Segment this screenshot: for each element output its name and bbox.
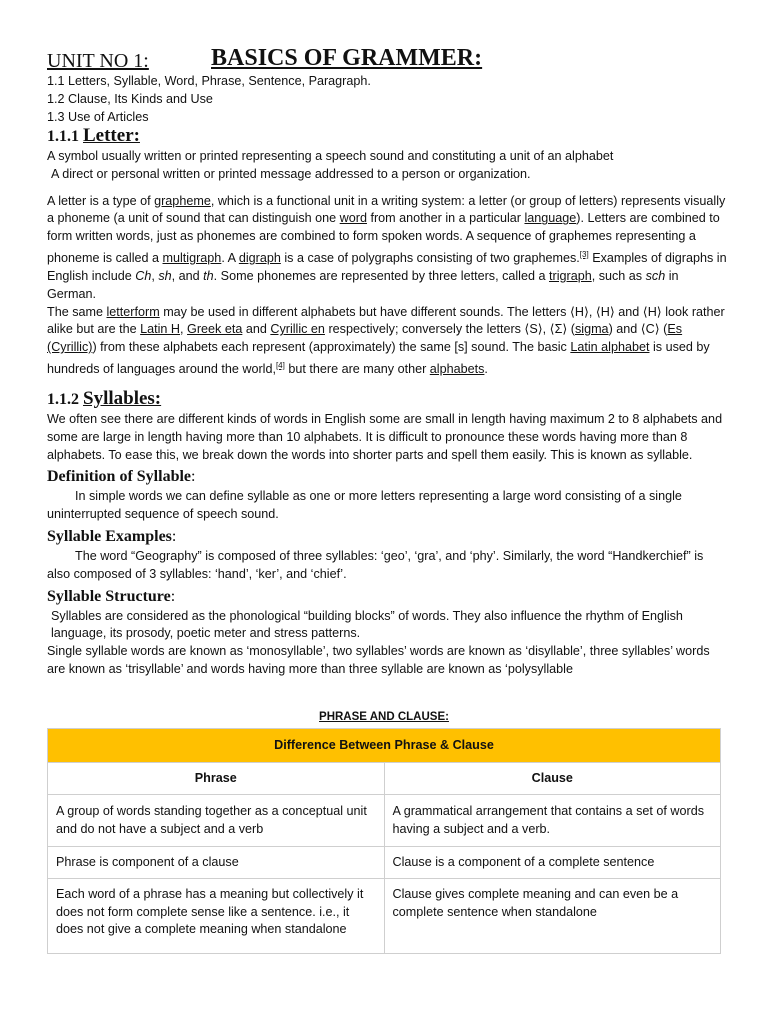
clause-cell: Clause is a component of a complete sentence bbox=[384, 847, 721, 879]
section-title: Letter: bbox=[83, 125, 140, 146]
table-row bbox=[48, 847, 721, 879]
unit-number: UNIT NO 1: bbox=[47, 50, 149, 72]
structure-heading: Syllable Structure: bbox=[47, 587, 176, 605]
section-letter bbox=[47, 125, 727, 379]
phrase-cell: Each word of a phrase has a meaning but collectively it does not form complete sense like a sentence. i.e., it does not give a complete meaning when standalone bbox=[48, 879, 385, 954]
unit-title: BASICS OF GRAMMER: bbox=[211, 45, 483, 71]
section-number: 1.1.1 bbox=[47, 128, 79, 145]
structure-text-2: Single syllable words are known as ‘monosyllable’, two syllables’ words are known as ‘disyllable’, three syllables’ words are known as ‘trisyllable’ and words having more than three syllable are known as ‘polysyllable bbox=[47, 644, 710, 676]
unit-title-row bbox=[47, 45, 727, 75]
examples-heading: Syllable Examples: bbox=[47, 527, 177, 545]
definition-text: In simple words we can define syllable as one or more letters representing a large word consisting of a single uninterrupted sequence of speech sound. bbox=[47, 489, 682, 522]
table-row bbox=[48, 795, 721, 847]
syllables-intro: We often see there are different kinds of words in English some are small in length having maximum 2 to 8 alphabets and some are large in length having more than 10 alphabets. It is difficult to pronounce these words having more than 8 alphabets. To ease this, we break down the words into shorter parts and spell them easily. This is known as syllable. bbox=[47, 412, 723, 462]
link-grapheme[interactable]: grapheme bbox=[154, 193, 211, 208]
link-trigraph[interactable]: trigraph bbox=[549, 268, 592, 283]
link-letterform[interactable]: letterform bbox=[106, 304, 160, 319]
clause-cell: Clause gives complete meaning and can even be a complete sentence when standalone bbox=[384, 879, 721, 954]
letter-paragraph-2: The same letterform may be used in different alphabets but have different sounds. The letters ⟨H⟩, ⟨H⟩ and ⟨H⟩ look rather alike but are the Latin H, Greek eta and Cyrillic en respectively; conversely the letters ⟨S⟩, ⟨Σ⟩ (sigma) and ⟨C⟩ (Es (Cyrillic)) from these alphabets each represent (approximately) the same [s] sound. The basic Latin alphabet is used by hundreds of languages around the world,[4] but there are many other alphabets. bbox=[47, 304, 725, 377]
link-latin-h[interactable]: Latin H bbox=[140, 322, 181, 337]
link-digraph[interactable]: digraph bbox=[238, 251, 281, 266]
link-sigma[interactable]: sigma bbox=[574, 322, 609, 337]
column-header-clause: Clause bbox=[384, 763, 721, 795]
letter-definition-2: A direct or personal written or printed message addressed to a person or organization. bbox=[51, 166, 531, 181]
phrase-clause-table bbox=[47, 728, 721, 954]
link-cyrillic-en[interactable]: Cyrillic en bbox=[270, 322, 325, 337]
section-heading-syllables bbox=[47, 388, 727, 411]
section-title: Syllables: bbox=[83, 388, 162, 409]
section-heading-letter bbox=[47, 125, 727, 148]
link-word[interactable]: word bbox=[339, 211, 367, 226]
clause-cell: A grammatical arrangement that contains a set of words having a subject and a verb. bbox=[384, 795, 721, 847]
definition-heading: Definition of Syllable: bbox=[47, 468, 196, 486]
section-syllables bbox=[47, 388, 727, 679]
examples-text: The word “Geography” is composed of three syllables: ‘geo’, ‘gra’, and ‘phy’. Similarly, the word “Handkerchief” is also composed of 3 syllables: ‘hand’, ‘ker’, and ‘chief’. bbox=[47, 548, 704, 581]
structure-text-1: Syllables are considered as the phonological “building blocks” of words. They also influence the rhythm of English language, its prosody, poetic meter and stress patterns. bbox=[51, 608, 683, 641]
phrase-cell: Phrase is component of a clause bbox=[48, 847, 385, 879]
link-multigraph[interactable]: multigraph bbox=[162, 251, 222, 266]
link-es-cyrillic[interactable]: Es (Cyrillic) bbox=[47, 322, 683, 355]
link-greek-eta[interactable]: Greek eta bbox=[187, 322, 243, 337]
table-row bbox=[48, 879, 721, 954]
link-alphabets[interactable]: alphabets bbox=[429, 362, 485, 377]
section-number: 1.1.2 bbox=[47, 391, 79, 408]
outline-item: 1.3 Use of Articles bbox=[47, 109, 149, 124]
link-latin-alphabet[interactable]: Latin alphabet bbox=[570, 340, 650, 355]
unit-outline bbox=[47, 73, 727, 126]
table-caption: PHRASE AND CLAUSE: bbox=[319, 711, 449, 723]
reference-3[interactable]: [3] bbox=[579, 249, 589, 259]
phrase-cell: A group of words standing together as a conceptual unit and do not have a subject and a verb bbox=[48, 795, 385, 847]
outline-item: 1.1 Letters, Syllable, Word, Phrase, Sentence, Paragraph. bbox=[47, 74, 371, 88]
letter-definition-1: A symbol usually written or printed representing a speech sound and constituting a unit of an alphabet bbox=[47, 149, 614, 163]
column-header-phrase: Phrase bbox=[48, 763, 385, 795]
link-language[interactable]: language bbox=[524, 211, 577, 226]
reference-4[interactable]: [4] bbox=[275, 360, 285, 370]
table-banner: Difference Between Phrase & Clause bbox=[48, 729, 721, 763]
letter-paragraph-1: A letter is a type of grapheme, which is a functional unit in a writing system: a letter (or group of letters) represents visually a phoneme (a unit of sound that can distinguish one word from another in a particular language). Letters are combined to form written words, just as phonemes are combined to form spoken words. A sequence of graphemes representing a phoneme is called a multigraph. A digraph is a case of polygraphs consisting of two graphemes.[3] Examples of digraphs in English include Ch, sh, and th. Some phonemes are represented by three letters, called a trigraph, such as sch in German. bbox=[47, 193, 727, 301]
outline-item: 1.2 Clause, Its Kinds and Use bbox=[47, 91, 213, 106]
